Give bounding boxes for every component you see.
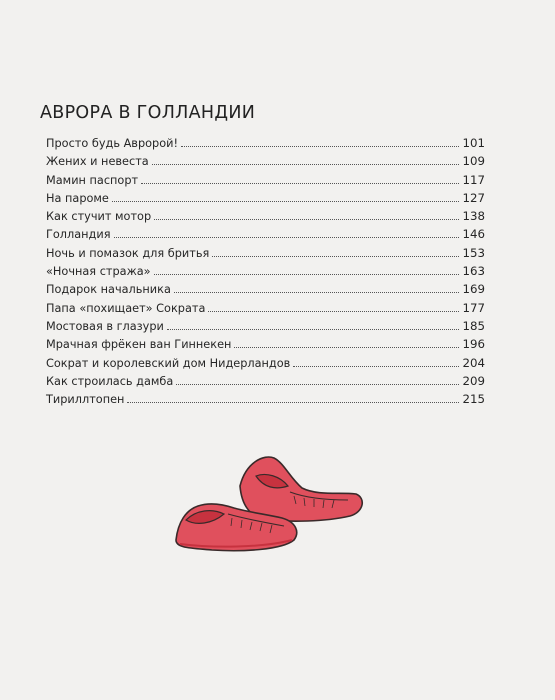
toc-entry-page: 204	[462, 355, 485, 370]
dot-leader	[154, 274, 460, 275]
dot-leader	[174, 292, 460, 293]
toc-row	[46, 280, 485, 298]
toc-row	[46, 335, 485, 353]
dot-leader	[112, 201, 460, 202]
toc-entry-page: 127	[462, 190, 485, 205]
dot-leader	[152, 164, 460, 165]
section-title: АВРОРА В ГОЛЛАНДИИ	[40, 103, 256, 123]
toc-entry-title: Мрачная фрёкен ван Гиннекен	[46, 338, 232, 352]
toc-entry-title: «Ночная стража»	[46, 265, 151, 279]
toc-row	[46, 262, 485, 280]
toc-entry-title: Папа «похищает» Сократа	[46, 301, 206, 315]
dot-leader	[212, 256, 459, 257]
toc-entry-title: Подарок начальника	[46, 283, 171, 297]
toc-entry-title: На пароме	[46, 191, 109, 205]
toc-entry-page: 109	[462, 154, 485, 169]
red-wooden-clogs-icon	[172, 448, 367, 558]
toc-entry-page: 138	[462, 209, 485, 224]
dot-leader	[167, 329, 460, 330]
toc-row	[46, 207, 485, 225]
toc-row	[46, 152, 485, 170]
toc-entry-page: 163	[462, 264, 485, 279]
toc-entry-page: 101	[462, 136, 485, 150]
toc-entry-title: Как строилась дамба	[46, 374, 174, 388]
toc-entry-page: 169	[462, 282, 485, 297]
toc-entry-title: Тириллтопен	[46, 393, 125, 407]
toc-entry-title: Как стучит мотор	[46, 210, 152, 224]
toc-row	[46, 189, 485, 207]
toc-entry-title: Голландия	[46, 228, 111, 242]
toc-entry-page: 153	[462, 245, 485, 260]
toc-row	[46, 134, 485, 152]
toc-entry-page: 177	[462, 300, 485, 315]
back-clog	[240, 457, 362, 521]
toc-entry-title: Мамин паспорт	[46, 173, 139, 187]
toc-row	[46, 225, 485, 243]
toc-row	[46, 171, 485, 189]
toc-row	[46, 244, 485, 262]
table-of-contents	[46, 134, 485, 408]
dot-leader	[181, 146, 459, 147]
dot-leader	[127, 402, 459, 403]
toc-entry-page: 209	[462, 373, 485, 388]
dot-leader	[154, 219, 459, 220]
toc-entry-title: Мостовая в глазури	[46, 319, 164, 333]
toc-entry-page: 185	[462, 318, 485, 333]
dot-leader	[234, 347, 459, 348]
dot-leader	[293, 366, 459, 367]
toc-entry-page: 215	[462, 392, 485, 407]
toc-row	[46, 390, 485, 408]
toc-entry-page: 146	[462, 227, 485, 242]
toc-entry-title: Жених и невеста	[46, 155, 149, 169]
toc-entry-title: Сократ и королевский дом Нидерландов	[46, 356, 291, 370]
dot-leader	[176, 384, 459, 385]
dot-leader	[141, 183, 459, 184]
toc-entry-page: 117	[462, 172, 485, 187]
toc-row	[46, 317, 485, 335]
toc-row	[46, 299, 485, 317]
toc-row	[46, 354, 485, 372]
toc-entry-page: 196	[462, 337, 485, 352]
dot-leader	[208, 311, 459, 312]
dot-leader	[114, 237, 460, 238]
toc-row	[46, 372, 485, 390]
toc-entry-title: Ночь и помазок для бритья	[46, 246, 210, 260]
toc-entry-title: Просто будь Авророй!	[46, 137, 179, 150]
